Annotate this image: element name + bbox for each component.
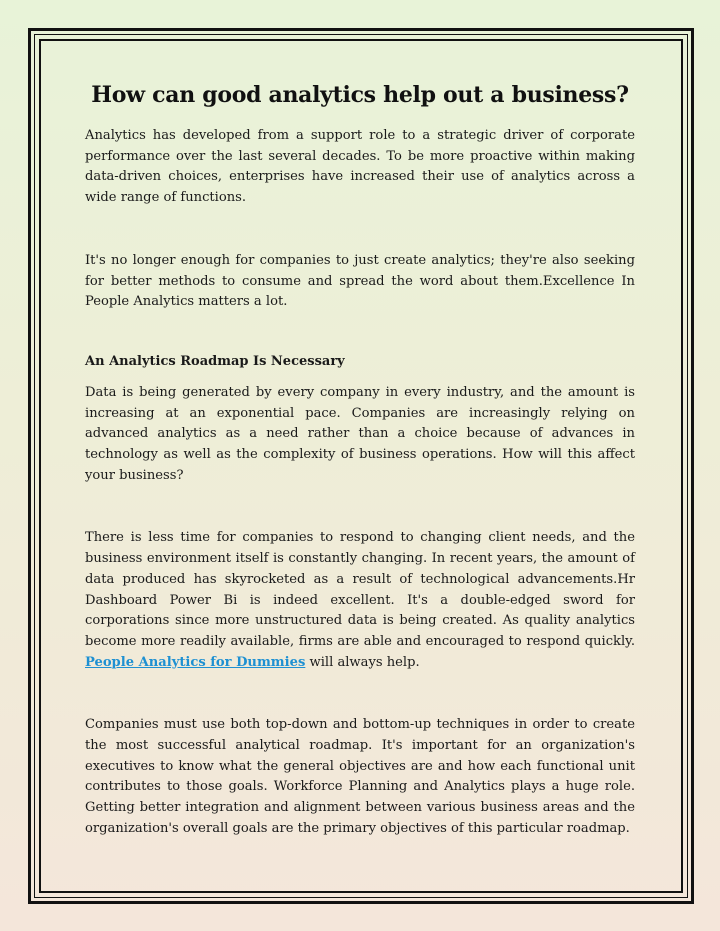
people-analytics-link[interactable]: People Analytics for Dummies (85, 654, 306, 670)
section-heading: An Analytics Roadmap Is Necessary (85, 353, 345, 369)
paragraph-4 (85, 528, 635, 673)
paragraph-3: Data is being generated by every company in every industry, and the amount is increasing at an exponential pace. Companies are increasingly relying on advanced analytics as a need rather than a choice because of advances in technology as well as the complexity of business operations. How will this affect your business? (85, 384, 635, 483)
paragraph-1: Analytics has developed from a support role to a strategic driver of corporate performance over the last several decades. To be more proactive within making data-driven choices, enterprises have increased their use of analytics across a wide range of functions. (85, 128, 635, 206)
paragraph-4-tail: will always help. (305, 654, 420, 670)
paragraph-4-text: There is less time for companies to respond to changing client needs, and the business environment itself is constantly changing. In recent years, the amount of data produced has skyrocketed as a result of technological advancements.Hr Dashboard Power Bi is indeed excellent. It's a double-edged sword for corporations since more unstructured data is being created. As quality analytics become more readily available, firms are able and encouraged to respond quickly. (85, 530, 635, 649)
paragraph-2: It's no longer enough for companies to just create analytics; they're also seeking for better methods to consume and spread the word about them.Excellence In People Analytics matters a lot. (85, 252, 635, 310)
article-title: How can good analytics help out a business? (91, 82, 629, 108)
paragraph-5: Companies must use both top-down and bottom-up techniques in order to create the most successful analytical roadmap. It's important for an organization's executives to know what the general objectives are and how each functional unit contributes to those goals. Workforce Planning and Analytics plays a huge role. Getting better integration and alignment between various business areas and the organization's overall goals are the primary objectives of this particular roadmap. (85, 717, 635, 836)
article-body (85, 82, 635, 840)
